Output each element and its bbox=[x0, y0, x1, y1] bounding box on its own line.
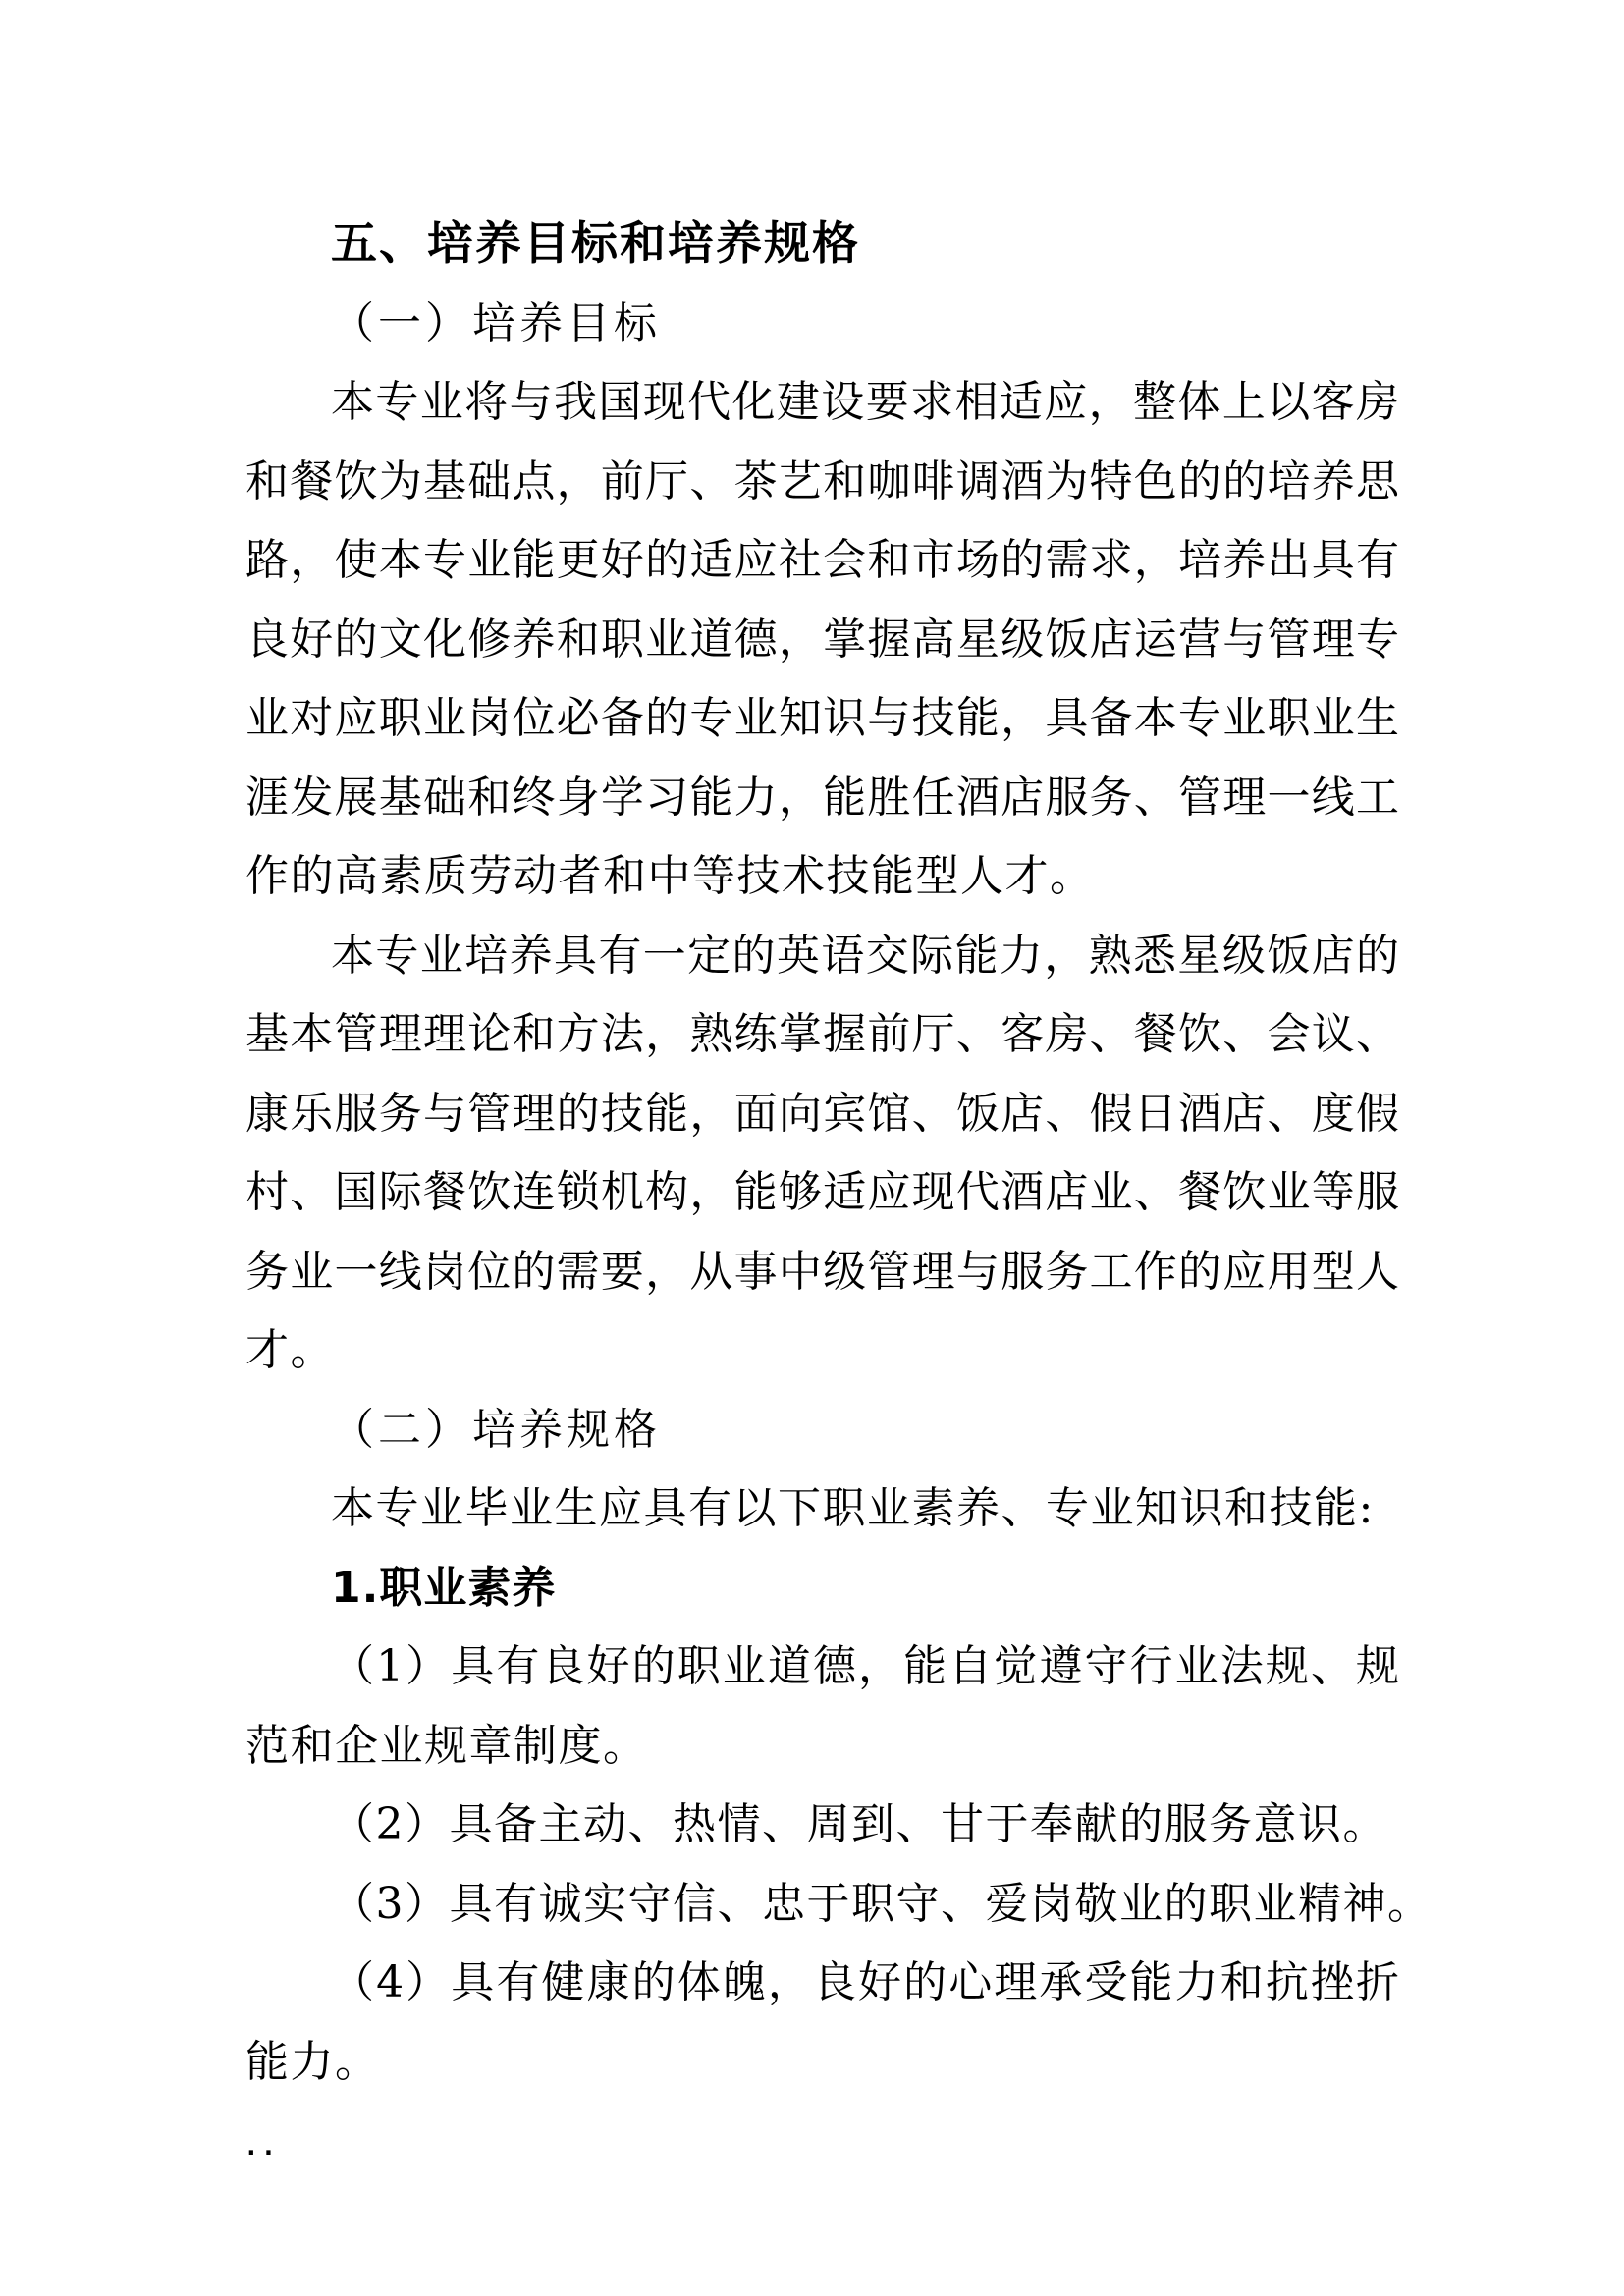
subsection-1-heading: 1.职业素养 bbox=[331, 1563, 557, 1613]
paragraph-2-line: 村、国际餐饮连锁机构，能够适应现代酒店业、餐饮业等服 bbox=[245, 1167, 1399, 1217]
paragraph-1-line: 良好的文化修养和职业道德，掌握高星级饭店运营与管理专 bbox=[245, 614, 1399, 665]
paragraph-1-line: 业对应职业岗位必备的专业知识与技能，具备本专业职业生 bbox=[245, 693, 1399, 743]
paragraph-2-line: 基本管理理论和方法，熟练掌握前厅、客房、餐饮、会议、 bbox=[245, 1009, 1399, 1059]
section-2-intro-line: 本专业毕业生应具有以下职业素养、专业知识和技能: bbox=[331, 1483, 1375, 1533]
item-1-line: 范和企业规章制度。 bbox=[245, 1721, 648, 1771]
paragraph-1-line: 涯发展基础和终身学习能力，能胜任酒店服务、管理一线工 bbox=[245, 773, 1399, 823]
section-1-heading: （一）培养目标 bbox=[331, 298, 661, 348]
paragraph-1-line: 作的高素质劳动者和中等技术技能型人才。 bbox=[245, 851, 1095, 901]
section-2-heading: （二）培养规格 bbox=[331, 1405, 661, 1455]
item-4-line: 能力。 bbox=[245, 2037, 380, 2087]
paragraph-2-line: 务业一线岗位的需要，从事中级管理与服务工作的应用型人 bbox=[245, 1247, 1399, 1297]
footer-mark: .. bbox=[244, 2132, 279, 2162]
paragraph-1-line: 本专业将与我国现代化建设要求相适应，整体上以客房 bbox=[331, 377, 1399, 427]
paragraph-2-line: 本专业培养具有一定的英语交际能力，熟悉星级饭店的 bbox=[331, 931, 1399, 981]
item-1-line: （1）具有良好的职业道德，能自觉遵守行业法规、规 bbox=[331, 1641, 1399, 1691]
paragraph-2-line: 才。 bbox=[245, 1325, 335, 1375]
item-3-line: （3）具有诚实守信、忠于职守、爱岗敬业的职业精神。 bbox=[331, 1879, 1433, 1929]
item-2-line: （2）具备主动、热情、周到、甘于奉献的服务意识。 bbox=[331, 1799, 1387, 1849]
paragraph-2-line: 康乐服务与管理的技能，面向宾馆、饭店、假日酒店、度假 bbox=[245, 1089, 1399, 1139]
paragraph-1-line: 和餐饮为基础点，前厅、茶艺和咖啡调酒为特色的的培养思 bbox=[245, 456, 1399, 507]
item-4-line: （4）具有健康的体魄，良好的心理承受能力和抗挫折 bbox=[331, 1957, 1399, 2007]
chapter-heading: 五、培养目标和培养规格 bbox=[331, 217, 860, 271]
paragraph-1-line: 路，使本专业能更好的适应社会和市场的需求，培养出具有 bbox=[245, 535, 1399, 585]
